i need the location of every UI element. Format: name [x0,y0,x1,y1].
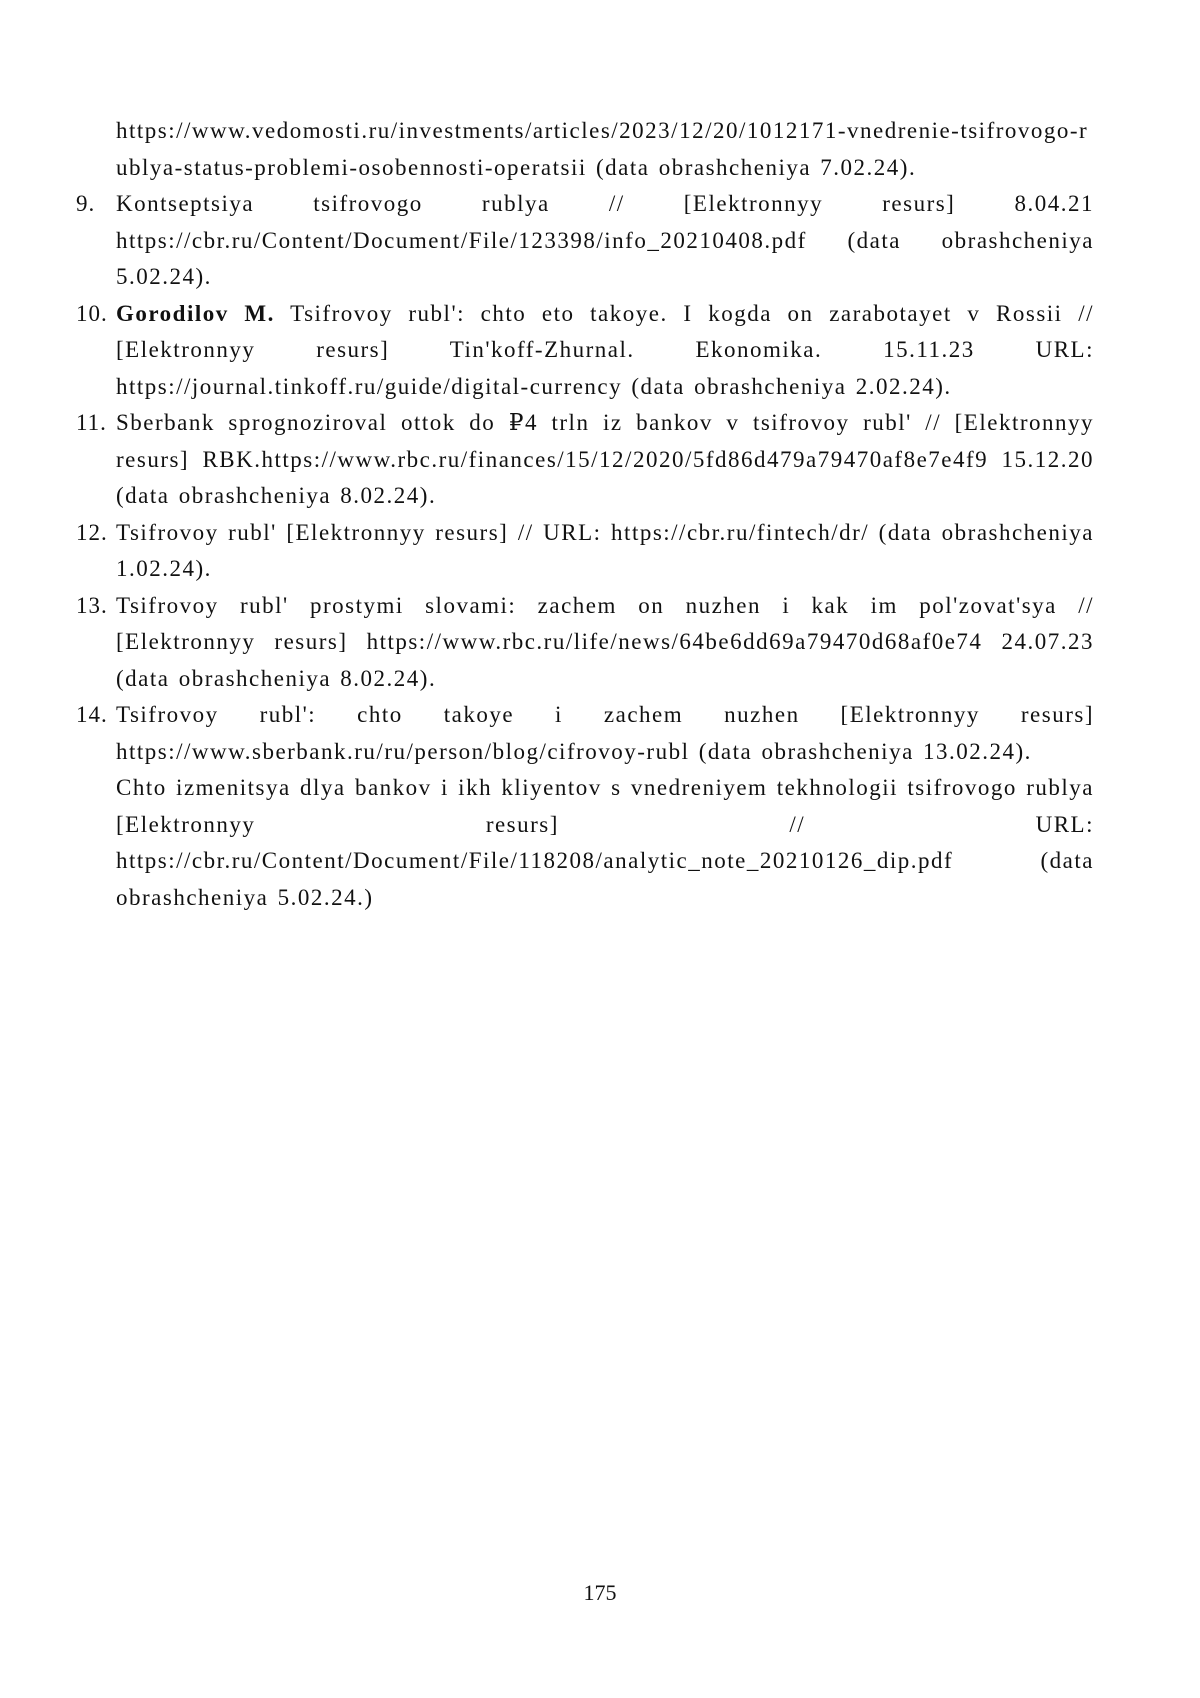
reference-text: Tsifrovoy rubl': chto takoye i zachem nuzhen [Elektronnyy resurs] https://www.sberbank.ru/ru/person/blog/cifrovoy-rubl (data obrashcheniya 13.02.24). [116,702,1094,764]
reference-item [76,186,1094,296]
reference-list [76,113,1094,916]
reference-item [76,697,1094,770]
reference-author: Gorodilov M. [116,300,275,326]
reference-text: Tsifrovoy rubl' [Elektronnyy resurs] // URL: https://cbr.ru/fintech/dr/ (data obrashcheniya 1.02.24). [116,519,1094,581]
reference-text: Tsifrovoy rubl': chto eto takoye. I kogda on zarabotayet v Rossii // [Elektronnyy resurs] Tin'koff-Zhurnal. Ekonomika. 15.11.23 URL: https://journal.tinkoff.ru/guide/digital-currency (data obrashcheniya 2.02.24). [116,300,1094,399]
reference-item [76,296,1094,406]
reference-number: 14. [76,702,108,727]
reference-item [76,515,1094,588]
reference-text: https://www.vedomosti.ru/investments/articles/2023/12/20/1012171-vnedrenie-tsifrovogo-rublya-status-problemi-osobennosti-operatsii (data obrashcheniya 7.02.24). [116,118,1089,180]
reference-item [116,770,1094,916]
reference-text: Sberbank sprognoziroval ottok do ₽4 trln iz bankov v tsifrovoy rubl' // [Elektronnyy resurs] RBK.https://www.rbc.ru/finances/15/12/2020/5fd86d479a79470af8e7e4f9 15.12.20 (data obrashcheniya 8.02.24). [116,410,1094,508]
reference-number: 11. [76,410,107,435]
page-number: 175 [583,1580,617,1605]
reference-number: 9. [76,191,96,216]
reference-text: Kontseptsiya tsifrovogo rublya // [Elektronnyy resurs] 8.04.21 https://cbr.ru/Content/Document/File/123398/info_20210408.pdf (data obrashcheniya 5.02.24). [116,191,1094,289]
reference-item [76,588,1094,698]
reference-text: Tsifrovoy rubl' prostymi slovami: zachem on nuzhen i kak im pol'zovat'sya // [Elektronnyy resurs] https://www.rbc.ru/life/news/64be6dd69a79470d68af0e74 24.07.23 (data obrashcheniya 8.02.24). [116,592,1094,691]
reference-text: Chto izmenitsya dlya bankov i ikh kliyentov s vnedreniyem tekhnologii tsifrovogo rublya [Elektronnyy resurs] // URL: https://cbr.ru/Content/Document/File/118208/analytic_note_20210126_dip.pdf (data obrashcheniya 5.02.24.) [116,775,1094,910]
reference-number: 13. [76,592,108,618]
reference-item [76,405,1094,515]
reference-item [116,113,1094,186]
reference-number: 12. [76,519,108,545]
reference-number: 10. [76,300,108,326]
